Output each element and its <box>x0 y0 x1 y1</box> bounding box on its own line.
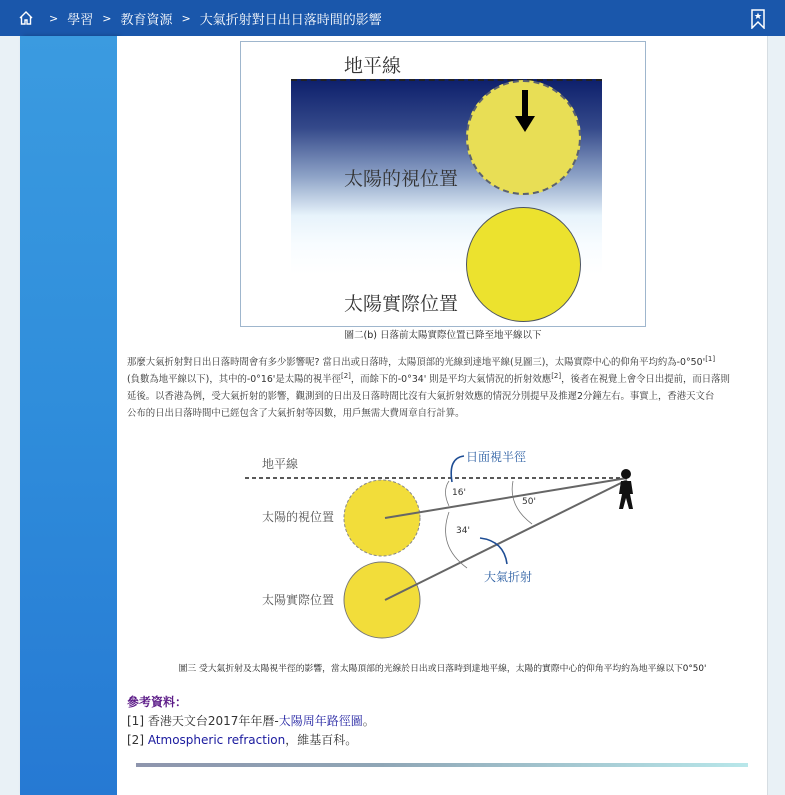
paragraph-text: 那麼大氣折射對日出日落時間會有多少影響呢? 當日出或日落時，太陽頂部的光線到達地平線(見圖三)，太陽實際中心的仰角平均約為-0°50' <box>127 357 706 368</box>
reference-text: [2] <box>127 733 148 747</box>
apparent-position-label: 太陽的視位置 <box>344 168 459 190</box>
angle-16-label: 16' <box>452 488 466 498</box>
left-side-panel <box>20 36 117 795</box>
reference-link-sun-path[interactable]: 太陽周年路徑圖 <box>278 714 363 728</box>
breadcrumb-education-resources[interactable]: 教育資源 <box>120 12 173 28</box>
home-icon[interactable] <box>18 10 34 26</box>
angle-34-label: 34' <box>456 526 470 536</box>
reference-text: [1] 香港天文台2017年年曆- <box>127 714 279 728</box>
top-navigation-bar <box>0 0 785 36</box>
semi-diameter-label: 日面視半徑 <box>466 450 527 464</box>
horizon-label: 地平線 <box>344 55 402 77</box>
breadcrumb-current-page: 大氣折射對日出日落時間的影響 <box>199 12 382 28</box>
apparent-position-label: 太陽的視位置 <box>262 510 335 524</box>
horizon-line <box>291 79 602 81</box>
figure-refraction-diagram <box>242 446 642 646</box>
paragraph-text: ，而餘下的-0°34' 則是平均大氣情況的折射效應 <box>350 374 552 385</box>
bookmark-star-icon[interactable] <box>751 9 765 29</box>
paragraph-text: 公布的日出日落時間中已經包含了大氣折射等因數，用戶無需大費周章自行計算。 <box>127 408 465 419</box>
breadcrumb-learning[interactable]: 學習 <box>67 12 94 28</box>
citation-link[interactable]: [2] <box>340 372 351 380</box>
refraction-label: 大氣折射 <box>484 570 533 584</box>
down-arrow-icon <box>514 90 536 134</box>
breadcrumb-separator: > <box>49 11 59 25</box>
figure2-caption: 圖三 受大氣折射及太陽視半徑的影響，當太陽頂部的光線於日出或日落時到達地平線，太陽的實際中心的仰角平均約為地平線以下0°50' <box>178 664 707 674</box>
actual-position-label: 太陽實際位置 <box>262 593 335 607</box>
references-title: 參考資料： <box>127 695 188 709</box>
reference-item <box>127 731 375 750</box>
section-divider <box>136 763 748 767</box>
paragraph-text: ，後者在視覺上會令日出提前，而日落則 <box>561 374 730 385</box>
citation-link[interactable]: [1] <box>705 355 716 363</box>
actual-sun-circle <box>466 207 581 322</box>
paragraph-text: 延後。以香港為例，受大氣折射的影響，觀測到的日出及日落時間比沒有大氣折射效應的情況分別提早及推遲2分鐘左右。事實上，香港天文台 <box>127 391 715 402</box>
refraction-diagram-graphic <box>242 446 642 646</box>
horizon-label: 地平線 <box>262 457 299 471</box>
reference-item <box>127 712 375 731</box>
figure1-caption: 圖二(b) 日落前太陽實際位置已降至地平線以下 <box>344 330 542 341</box>
references-section <box>127 693 375 750</box>
figure-sunset-diagram <box>240 41 646 327</box>
reference-text: 。 <box>362 714 375 728</box>
reference-text: ，維基百科。 <box>285 733 358 747</box>
breadcrumb-separator: > <box>181 11 191 25</box>
breadcrumb <box>0 9 382 28</box>
citation-link[interactable]: [2] <box>551 372 562 380</box>
paragraph-text: (負數為地平線以下)，其中的-0°16'是太陽的視半徑 <box>127 374 341 385</box>
article-paragraph <box>127 354 761 422</box>
article-content <box>117 36 768 795</box>
breadcrumb-separator: > <box>102 11 112 25</box>
reference-link-atmospheric-refraction[interactable]: Atmospheric refraction <box>147 733 286 747</box>
angle-50-label: 50' <box>522 497 536 507</box>
actual-position-label: 太陽實際位置 <box>344 293 459 315</box>
